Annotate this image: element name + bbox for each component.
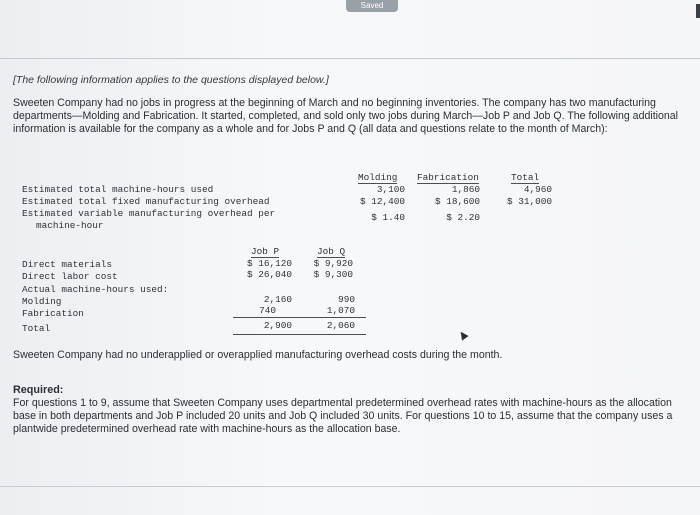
job-cell: $ 16,120	[246, 258, 292, 269]
job-cell: $ 26,040	[246, 269, 292, 280]
dept-cell: $ 31,000	[506, 196, 552, 207]
job-cell: 2,900	[263, 320, 292, 331]
overhead-note: Sweeten Company had no underapplied or overapplied manufacturing overhead costs during the month.	[13, 349, 503, 361]
dept-row-label: Estimated variable manufacturing overhead per	[22, 208, 276, 219]
job-cell: 1,070	[326, 305, 355, 316]
dept-cell: $ 1.40	[371, 212, 405, 223]
job-row-label: Molding	[22, 296, 62, 307]
dept-cell: $ 18,600	[434, 196, 480, 207]
job-cell: 990	[338, 294, 355, 305]
dept-cell: $ 2.20	[446, 212, 480, 223]
required-text: For questions 1 to 9, assume that Sweeten Company uses departmental predetermined overhead rates with machine-hours as the allocation base in both departments and Job P included 20 units and Job Q included 30 units. For questions 10 to 15, assume that the company uses a plantwide predetermined overhead rate with machine-hours as the allocation base.	[13, 397, 673, 436]
required-title: Required:	[13, 384, 64, 396]
job-row-label: Direct labor cost	[22, 271, 118, 282]
job-cell: 2,160	[263, 294, 292, 305]
dept-row-label: Estimated total machine-hours used	[22, 184, 214, 195]
saved-status-badge: Saved	[346, 0, 398, 12]
total-rule	[233, 334, 366, 335]
job-header-q: Job Q	[317, 246, 346, 257]
dept-header-molding: Molding	[358, 172, 398, 183]
problem-paragraph: Sweeten Company had no jobs in progress at the beginning of March and no beginning inventories. The company has two manufacturing departments—Molding and Fabrication. It started, completed, and sold only two jobs during March—Job P and Job Q. The following additional information is available for the company as a whole and for Jobs P and Q (all data and questions relate to the month of March):	[13, 97, 679, 136]
job-row-label: Actual machine-hours used:	[22, 284, 169, 295]
scrollbar-edge[interactable]	[696, 4, 700, 18]
dept-row-label-cont: machine-hour	[36, 220, 104, 231]
dept-cell: 1,860	[451, 184, 480, 195]
job-cell: $ 9,300	[313, 269, 353, 280]
job-cell: 2,060	[326, 320, 355, 331]
job-cell: $ 9,920	[313, 258, 353, 269]
dept-cell: 4,960	[523, 184, 552, 195]
job-header-p: Job P	[251, 246, 280, 257]
subtotal-rule	[233, 317, 366, 318]
mouse-cursor-icon	[457, 329, 468, 340]
job-row-label: Total	[22, 323, 51, 334]
intro-text: [The following information applies to the questions displayed below.]	[13, 74, 329, 86]
job-row-label: Fabrication	[22, 308, 84, 319]
job-cell: 740	[259, 305, 276, 316]
dept-row-label: Estimated total fixed manufacturing overhead	[22, 196, 270, 207]
bottom-divider	[0, 486, 700, 487]
job-row-label: Direct materials	[22, 259, 113, 270]
dept-cell: 3,100	[376, 184, 405, 195]
dept-header-fabrication: Fabrication	[417, 172, 479, 183]
top-divider	[0, 58, 700, 59]
dept-cell: $ 12,400	[359, 196, 405, 207]
dept-header-total: Total	[511, 172, 540, 183]
